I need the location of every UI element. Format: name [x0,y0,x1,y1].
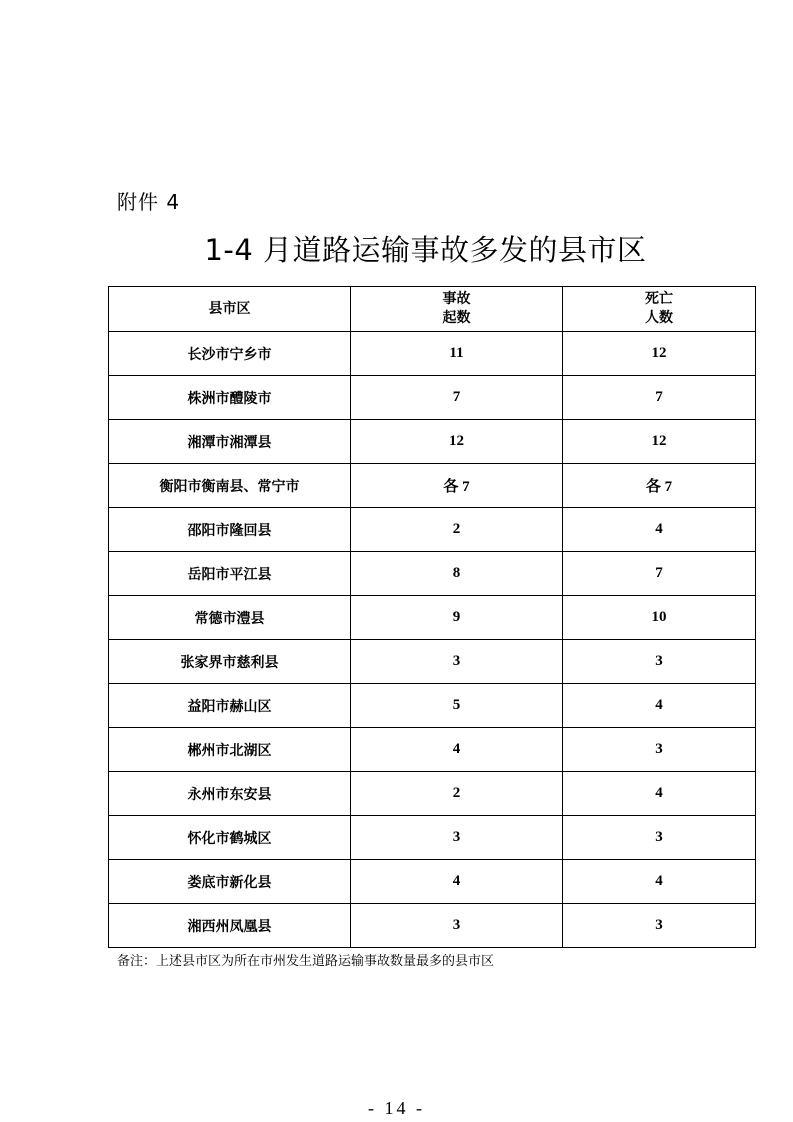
cell-accidents: 7 [351,376,563,420]
cell-accidents: 5 [351,684,563,728]
cell-accidents: 2 [351,772,563,816]
table-header-row [109,287,756,332]
cell-county: 娄底市新化县 [109,860,351,904]
header-deaths [563,287,756,332]
cell-accidents: 4 [351,728,563,772]
page-number: - 14 - [368,1098,425,1118]
table-row [109,728,756,772]
cell-deaths: 7 [563,376,756,420]
cell-county: 怀化市鹤城区 [109,816,351,860]
cell-deaths: 3 [563,728,756,772]
cell-deaths: 4 [563,508,756,552]
cell-county: 衡阳市衡南县、常宁市 [109,464,351,508]
cell-accidents: 12 [351,420,563,464]
cell-county: 常德市澧县 [109,596,351,640]
table-row [109,640,756,684]
cell-deaths: 3 [563,640,756,684]
table-row [109,508,756,552]
table-row [109,816,756,860]
cell-accidents: 3 [351,904,563,948]
cell-county: 郴州市北湖区 [109,728,351,772]
header-county [109,287,351,332]
cell-county: 湘西州凤凰县 [109,904,351,948]
cell-accidents: 9 [351,596,563,640]
header-county-label: 县市区 [208,300,251,317]
table-row [109,684,756,728]
cell-deaths: 12 [563,332,756,376]
document-title: 1-4 月道路运输事故多发的县市区 [204,233,647,267]
cell-deaths: 10 [563,596,756,640]
header-accidents-line1: 事故 [442,291,471,307]
cell-deaths: 3 [563,816,756,860]
cell-county: 株洲市醴陵市 [109,376,351,420]
cell-county: 益阳市赫山区 [109,684,351,728]
cell-county: 岳阳市平江县 [109,552,351,596]
attachment-label: 附件 4 [117,190,181,214]
table-row [109,464,756,508]
table-row [109,860,756,904]
cell-accidents: 8 [351,552,563,596]
cell-accidents: 2 [351,508,563,552]
footnote: 备注：上述县市区为所在市州发生道路运输事故数量最多的县市区 [117,954,495,969]
cell-deaths: 4 [563,860,756,904]
accident-table [108,286,756,948]
table-row [109,332,756,376]
cell-deaths: 7 [563,552,756,596]
cell-deaths: 各 7 [563,464,756,508]
cell-county: 邵阳市隆回县 [109,508,351,552]
table-row [109,376,756,420]
table-row [109,552,756,596]
cell-county: 长沙市宁乡市 [109,332,351,376]
header-deaths-line2: 人数 [645,310,673,326]
table-row [109,772,756,816]
cell-accidents: 11 [351,332,563,376]
cell-accidents: 4 [351,860,563,904]
table-row [109,596,756,640]
header-accidents [351,287,563,332]
table-row [109,420,756,464]
cell-deaths: 12 [563,420,756,464]
cell-deaths: 4 [563,772,756,816]
header-deaths-line1: 死亡 [645,291,673,307]
cell-county: 永州市东安县 [109,772,351,816]
cell-county: 湘潭市湘潭县 [109,420,351,464]
cell-deaths: 3 [563,904,756,948]
cell-deaths: 4 [563,684,756,728]
table-body [109,332,756,948]
cell-accidents: 3 [351,816,563,860]
cell-accidents: 各 7 [351,464,563,508]
table-row [109,904,756,948]
header-accidents-line2: 起数 [442,310,471,326]
cell-accidents: 3 [351,640,563,684]
cell-county: 张家界市慈利县 [109,640,351,684]
